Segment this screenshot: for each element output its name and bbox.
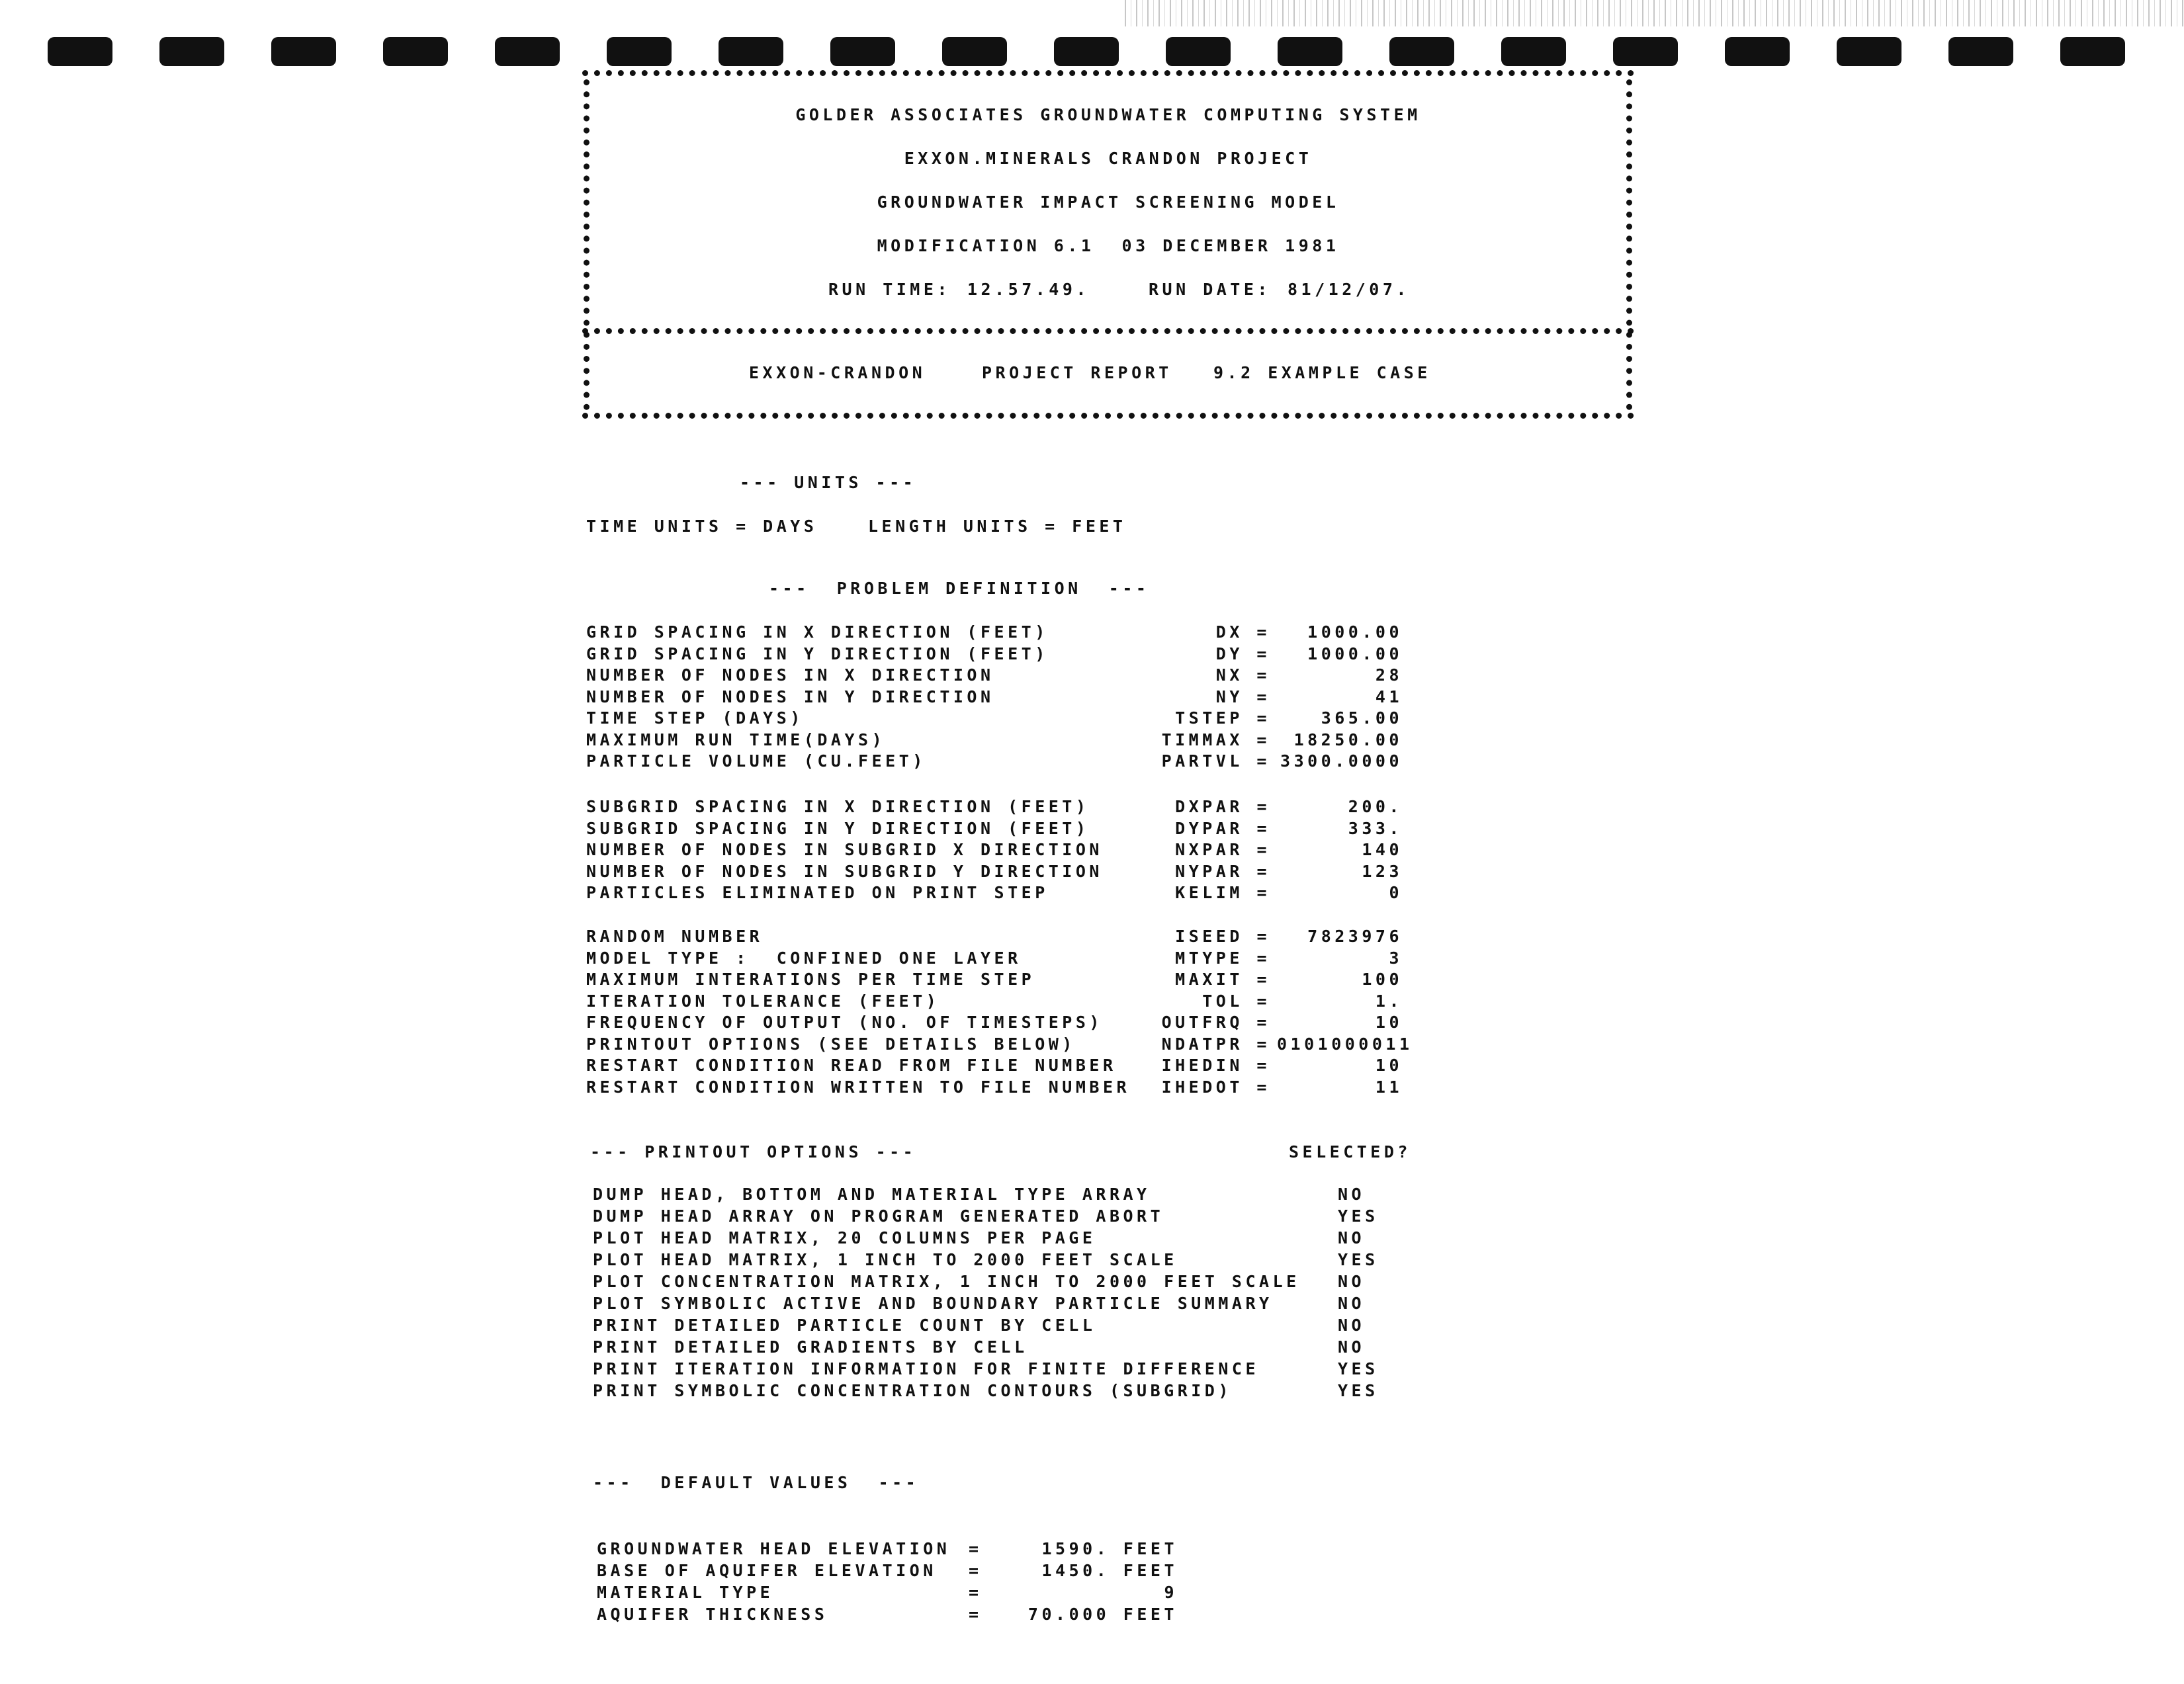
param-label: NUMBER OF NODES IN Y DIRECTION [586,687,994,706]
printout-option-label: DUMP HEAD ARRAY ON PROGRAM GENERATED ABORT [593,1206,1164,1226]
default-equals: = [969,1561,983,1580]
param-variable: IHEDIN = [1161,1056,1270,1075]
param-variable: NX = [1215,665,1270,685]
param-variable: MAXIT = [1175,970,1270,989]
default-label: AQUIFER THICKNESS [597,1605,828,1624]
feed-hole [942,37,1007,66]
feed-hole [1501,37,1566,66]
scan-noise-strip [1125,0,2184,26]
header-project: EXXON.MINERALS CRANDON PROJECT [904,149,1313,168]
param-value: 28 [1375,665,1403,685]
subheader-site: EXXON-CRANDON [749,363,926,382]
feed-hole [1054,37,1119,66]
param-variable: TOL = [1202,991,1270,1011]
subheader-report: PROJECT REPORT [982,363,1172,382]
param-variable: NXPAR = [1175,840,1270,859]
param-variable: KELIM = [1175,883,1270,902]
param-label: RESTART CONDITION WRITTEN TO FILE NUMBER [586,1077,1131,1097]
param-label: MAXIMUM RUN TIME(DAYS) [586,730,886,749]
default-value: 1590. FEET [1041,1539,1178,1558]
param-value: 100 [1362,970,1403,989]
param-label: SUBGRID SPACING IN X DIRECTION (FEET) [586,797,1090,816]
param-label: RANDOM NUMBER [586,927,764,946]
printout-option-selected: YES [1338,1250,1379,1269]
units-title: --- UNITS --- [740,473,917,492]
param-variable: ISEED = [1175,927,1270,946]
param-label: NUMBER OF NODES IN X DIRECTION [586,665,994,685]
feed-hole [48,37,112,66]
param-variable: NY = [1215,687,1270,706]
length-units: LENGTH UNITS = FEET [868,517,1127,536]
header-title: GOLDER ASSOCIATES GROUNDWATER COMPUTING SYSTEM [795,105,1421,124]
feed-hole [495,37,560,66]
header-modification: MODIFICATION 6.1 03 DECEMBER 1981 [877,236,1340,255]
printout-option-selected: NO [1338,1294,1366,1313]
printout-option-selected: NO [1338,1337,1366,1357]
feed-hole [1948,37,2013,66]
banner-border-left [584,79,590,410]
param-value: 10 [1375,1013,1403,1032]
param-value: 0 [1389,883,1403,902]
printout-option-selected: NO [1338,1272,1366,1291]
feed-hole [1166,37,1231,66]
param-label: ITERATION TOLERANCE (FEET) [586,991,940,1011]
printout-option-selected: YES [1338,1206,1379,1226]
printout-option-label: PLOT HEAD MATRIX, 1 INCH TO 2000 FEET SCALE [593,1250,1178,1269]
param-value: 1000.00 [1307,622,1403,642]
printout-option-selected: NO [1338,1185,1366,1204]
param-variable: NYPAR = [1175,861,1270,881]
run-date-value: 81/12/07. [1288,280,1410,299]
default-value: 70.000 FEET [1027,1605,1178,1624]
feed-hole [2060,37,2125,66]
param-value: 10 [1375,1056,1403,1075]
feed-hole [719,37,783,66]
run-time-value: 12.57.49. [967,280,1090,299]
param-value: 3 [1389,948,1403,968]
param-value: 365.00 [1321,708,1403,728]
banner-border-top [582,70,1634,76]
printout-option-label: PRINT ITERATION INFORMATION FOR FINITE DIFFERENCE [593,1359,1260,1378]
problem-title: --- PROBLEM DEFINITION --- [769,579,1150,598]
param-label: GRID SPACING IN X DIRECTION (FEET) [586,622,1049,642]
param-label: PARTICLE VOLUME (CU.FEET) [586,751,926,771]
param-label: PRINTOUT OPTIONS (SEE DETAILS BELOW) [586,1034,1076,1054]
printout-option-label: PLOT SYMBOLIC ACTIVE AND BOUNDARY PARTICLE SUMMARY [593,1294,1273,1313]
feed-hole [1837,37,1901,66]
printout-option-label: PLOT HEAD MATRIX, 20 COLUMNS PER PAGE [593,1228,1096,1247]
printout-option-label: PRINT SYMBOLIC CONCENTRATION CONTOURS (SUBGRID) [593,1381,1232,1400]
param-label: MODEL TYPE : CONFINED ONE LAYER [586,948,1022,968]
param-variable: OUTFRQ = [1161,1013,1270,1032]
printout-title: --- PRINTOUT OPTIONS --- [590,1142,917,1161]
param-label: NUMBER OF NODES IN SUBGRID Y DIRECTION [586,861,1103,881]
banner-border-right [1626,79,1632,410]
default-label: BASE OF AQUIFER ELEVATION [597,1561,937,1580]
param-label: NUMBER OF NODES IN SUBGRID X DIRECTION [586,840,1103,859]
feed-hole [271,37,336,66]
param-label: SUBGRID SPACING IN Y DIRECTION (FEET) [586,818,1090,838]
param-value: 1000.00 [1307,644,1403,663]
param-variable: DXPAR = [1175,797,1270,816]
param-label: GRID SPACING IN Y DIRECTION (FEET) [586,644,1049,663]
param-label: PARTICLES ELIMINATED ON PRINT STEP [586,883,1049,902]
param-variable: TIMMAX = [1161,730,1270,749]
param-value: 140 [1362,840,1403,859]
param-variable: MTYPE = [1175,948,1270,968]
param-value: 0101000011 [1277,1034,1413,1054]
default-label: MATERIAL TYPE [597,1583,774,1602]
time-units: TIME UNITS = DAYS [586,517,818,536]
param-value: 7823976 [1307,927,1403,946]
selected-header: SELECTED? [1289,1142,1411,1161]
param-label: MAXIMUM INTERATIONS PER TIME STEP [586,970,1035,989]
param-value: 200. [1348,797,1403,816]
printout-option-selected: YES [1338,1381,1379,1400]
banner-border-bottom [582,413,1634,419]
default-equals: = [969,1583,983,1602]
run-date-label: RUN DATE: [1149,280,1271,299]
printout-option-label: PRINT DETAILED PARTICLE COUNT BY CELL [593,1316,1096,1335]
param-value: 41 [1375,687,1403,706]
default-value: 9 [1164,1583,1178,1602]
feed-hole [1613,37,1678,66]
param-variable: IHEDOT = [1161,1077,1270,1097]
printout-option-selected: YES [1338,1359,1379,1378]
default-value: 1450. FEET [1041,1561,1178,1580]
param-value: 11 [1375,1077,1403,1097]
header-model: GROUNDWATER IMPACT SCREENING MODEL [877,192,1340,212]
printout-option-label: PLOT CONCENTRATION MATRIX, 1 INCH TO 2000 FEET SCALE [593,1272,1300,1291]
printout-option-label: PRINT DETAILED GRADIENTS BY CELL [593,1337,1028,1357]
printout-option-selected: NO [1338,1228,1366,1247]
feed-hole [383,37,448,66]
param-variable: DX = [1215,622,1270,642]
defaults-title: --- DEFAULT VALUES --- [593,1473,920,1492]
param-value: 3300.0000 [1280,751,1403,771]
default-equals: = [969,1605,983,1624]
tractor-feed-holes [0,37,2184,70]
param-value: 18250.00 [1293,730,1403,749]
feed-hole [159,37,224,66]
param-variable: TSTEP = [1175,708,1270,728]
feed-hole [1389,37,1454,66]
param-label: RESTART CONDITION READ FROM FILE NUMBER [586,1056,1117,1075]
printout-option-selected: NO [1338,1316,1366,1335]
param-variable: PARTVL = [1161,751,1270,771]
param-variable: NDATPR = [1161,1034,1270,1054]
feed-hole [1725,37,1790,66]
subheader-case: 9.2 EXAMPLE CASE [1213,363,1431,382]
run-time-label: RUN TIME: [828,280,951,299]
param-value: 123 [1362,861,1403,881]
feed-hole [1278,37,1342,66]
feed-hole [607,37,672,66]
param-variable: DYPAR = [1175,818,1270,838]
param-label: FREQUENCY OF OUTPUT (NO. OF TIMESTEPS) [586,1013,1103,1032]
printout-option-label: DUMP HEAD, BOTTOM AND MATERIAL TYPE ARRAY [593,1185,1151,1204]
param-value: 1. [1375,991,1403,1011]
param-label: TIME STEP (DAYS) [586,708,804,728]
param-value: 333. [1348,818,1403,838]
param-variable: DY = [1215,644,1270,663]
banner-border-middle [582,328,1634,334]
default-label: GROUNDWATER HEAD ELEVATION [597,1539,951,1558]
feed-hole [830,37,895,66]
default-equals: = [969,1539,983,1558]
